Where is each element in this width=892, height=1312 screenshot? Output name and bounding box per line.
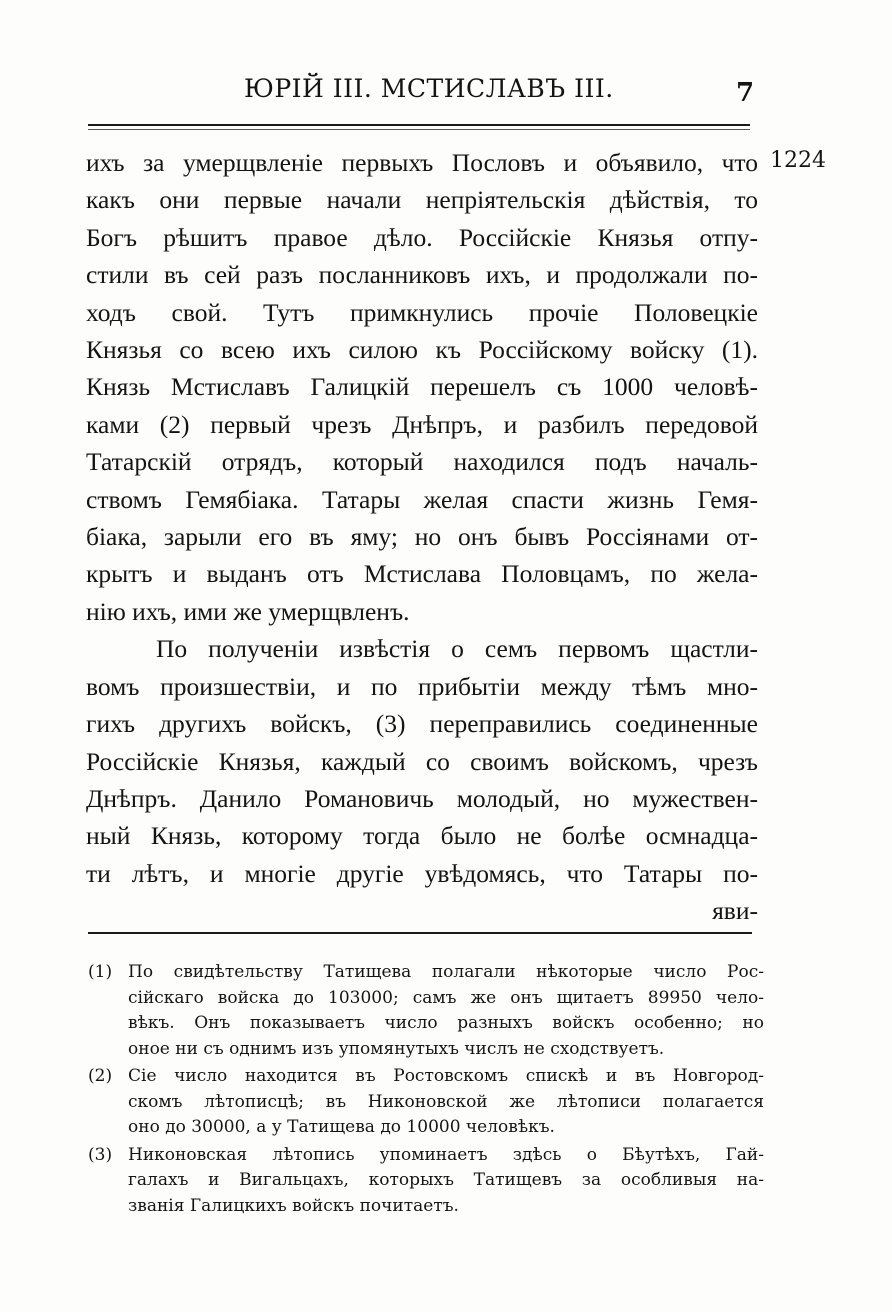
footnote-line: оно до 30000, а у Татищева до 10000 человѣкъ. xyxy=(128,1117,555,1137)
text-line: вомъ произшествіи, и по прибытіи между тѣмъ мно- xyxy=(86,671,758,701)
footnote-line: По свидѣтельству Татищева полагали нѣкоторые число Рос- xyxy=(128,962,764,982)
footnote-line: скомъ лѣтописцѣ; въ Никоновской же лѣтописи полагается xyxy=(128,1091,764,1112)
page-number: 7 xyxy=(736,78,755,108)
footnotes xyxy=(88,960,764,1221)
text-line: какъ они первые начали непріятельскія дѣйствія, то xyxy=(86,185,758,215)
text-line: нію ихъ, ими же умерщвленъ. xyxy=(86,596,410,626)
footnote-mark: (3) xyxy=(88,1144,113,1165)
footnote-2 xyxy=(88,1064,764,1141)
text-line: Богъ рѣшитъ правое дѣло. Россійскіе Князья отпу- xyxy=(86,222,758,252)
main-text xyxy=(86,144,758,930)
text-line: Россійскіе Князья, каждый со своимъ войскомъ, чрезъ xyxy=(86,746,758,776)
footnote-line: галахъ и Вигальцахъ, которыхъ Татищевъ за особливыя на- xyxy=(128,1170,764,1190)
text-line: ти лѣтъ, и многіе другіе увѣдомясь, что Татары по- xyxy=(86,858,758,888)
text-line: ихъ за умерщвленіе первыхъ Пословъ и объявило, что xyxy=(86,148,758,177)
footnote-line: оное ни съ однимъ изъ упомянутыхъ числъ не сходствуетъ. xyxy=(128,1038,665,1059)
footnote-line: вѣкъ. Онъ показываетъ число разныхъ войскъ особенно; но xyxy=(128,1013,764,1033)
footnote-1 xyxy=(88,960,764,1062)
running-header-title: ЮРІЙ III. МСТИСЛАВЪ III. xyxy=(244,74,614,103)
text-line: Князья со всею ихъ силою къ Россійскому войску (1). xyxy=(86,335,758,365)
margin-year-note: 1224 xyxy=(770,148,826,173)
footnote-rule xyxy=(88,932,752,934)
footnote-mark: (1) xyxy=(88,962,113,982)
text-line: біака, зарыли его въ яму; но онъ бывъ Россіянами от- xyxy=(86,522,758,552)
text-line: Татарскій отрядъ, который находился подъ началь- xyxy=(86,447,758,477)
footnote-line: званія Галицкихъ войскъ почитаетъ. xyxy=(128,1195,459,1216)
footnote-mark: (2) xyxy=(88,1066,113,1086)
footnote-line: сійскаго войска до 103000; самъ же онъ щитаетъ 89950 чело- xyxy=(128,987,764,1008)
text-line: Князь Мстиславъ Галицкій перешелъ съ 1000 человѣ- xyxy=(86,372,758,402)
footnote-line: Сіе число находится въ Ростовскомъ спискѣ и въ Новгород- xyxy=(128,1066,764,1086)
header-rule xyxy=(88,124,750,126)
catchword: яви- xyxy=(712,896,758,926)
text-line: По полученіи извѣстія о семъ первомъ щастли- xyxy=(156,634,758,664)
text-line: Днѣпръ. Данило Романовичь молодый, но мужествен- xyxy=(86,783,758,813)
footnote-line: Никоновская лѣтопись упоминаетъ здѣсь о Бѣутѣхъ, Гай- xyxy=(128,1144,764,1165)
text-line: ками (2) первый чрезъ Днѣпръ, и разбилъ передовой xyxy=(86,409,758,439)
text-line: ходъ свой. Тутъ примкнулись прочіе Половецкіе xyxy=(86,297,758,327)
footnote-3 xyxy=(88,1143,764,1220)
text-line: гихъ другихъ войскъ, (3) переправились соединенные xyxy=(86,709,758,739)
text-line: ный Князь, которому тогда было не болѣе осмнадца- xyxy=(86,821,758,851)
text-line: крытъ и выданъ отъ Мстислава Половцамъ, по жела- xyxy=(86,559,758,589)
text-line: стили въ сей разъ посланниковъ ихъ, и продолжали по- xyxy=(86,260,758,290)
text-line: ствомъ Гемябіака. Татары желая спасти жизнь Гемя- xyxy=(86,484,758,514)
